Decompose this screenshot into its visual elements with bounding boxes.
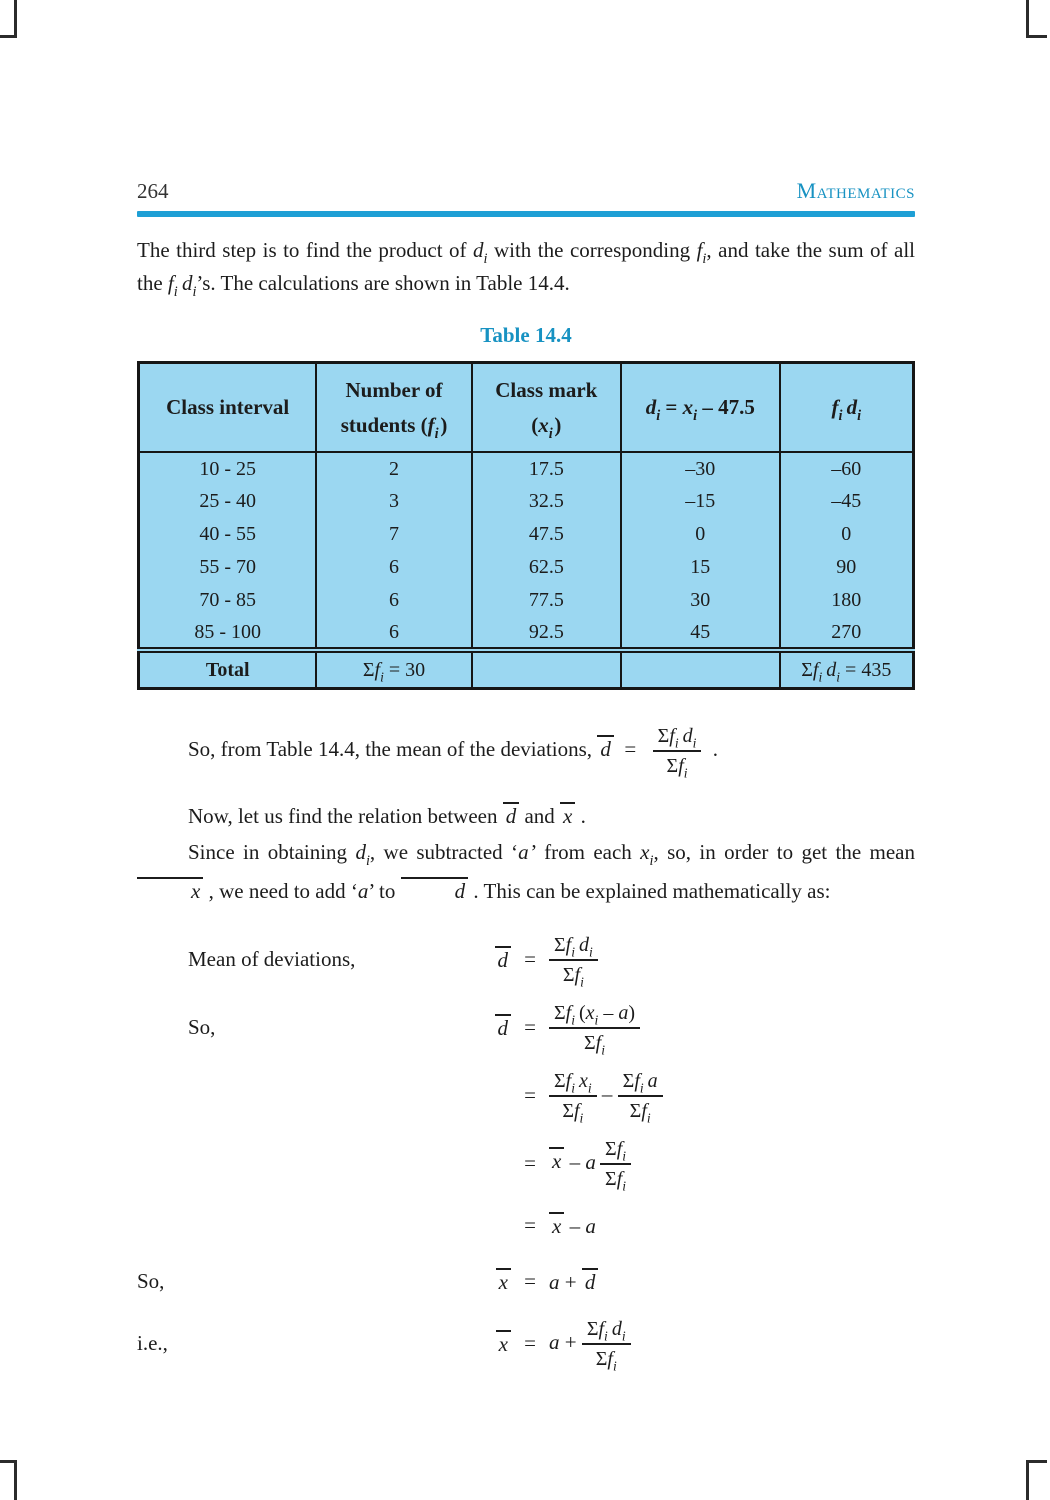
- total-empty-cell: [472, 650, 621, 688]
- table-body: [139, 452, 914, 688]
- table-cell: 40 - 55: [139, 518, 317, 551]
- equation-lhs: d: [469, 1014, 511, 1041]
- crop-mark-top-left: [0, 0, 17, 38]
- table-cell: 62.5: [472, 551, 621, 584]
- table-cell: 2: [316, 452, 471, 485]
- col-header-class-interval: Class interval: [139, 363, 317, 453]
- equation-rhs: a + d: [549, 1268, 598, 1295]
- explanation-paragraph: Since in obtaining $d_i$, we subtracted ‘a ’ from each $x_i$, so, in order to get the mean x , we need to add ‘a’ to d . This can be explained mathematically as:: [137, 833, 915, 911]
- table-cell: 17.5: [472, 452, 621, 485]
- table-cell: 85 - 100: [139, 617, 317, 650]
- col-header-fidi: $f_i$ $d_i$: [780, 363, 914, 453]
- table-cell: 180: [780, 584, 914, 617]
- equals-sign: =: [524, 1213, 536, 1238]
- equation-rhs: $\frac{\Sigma f_i (x_i - a)}{\Sigma f_i}$: [549, 1001, 640, 1055]
- page-header: [137, 178, 915, 204]
- table-cell: 32.5: [472, 485, 621, 518]
- table-cell: 0: [621, 518, 780, 551]
- col-header-class-mark: Class mark ($x_i$ ): [472, 363, 621, 453]
- col-header-deviation: $d_i = x_i - 47.5$: [621, 363, 780, 453]
- table-cell: 7: [316, 518, 471, 551]
- table-cell: 47.5: [472, 518, 621, 551]
- relation-sentence: Now, let us find the relation between d and x .: [188, 803, 586, 828]
- table-row: [139, 518, 914, 551]
- table-cell: 70 - 85: [139, 584, 317, 617]
- derivation-block: [137, 933, 915, 1374]
- table-cell: –45: [780, 485, 914, 518]
- page-content: [137, 178, 915, 1385]
- table-cell: 92.5: [472, 617, 621, 650]
- table-cell: 55 - 70: [139, 551, 317, 584]
- table-cell: 25 - 40: [139, 485, 317, 518]
- table-cell: 0: [780, 518, 914, 551]
- equals-sign: =: [524, 1151, 536, 1176]
- equals-sign: =: [524, 1331, 536, 1356]
- table-cell: 30: [621, 584, 780, 617]
- table-row: [139, 617, 914, 650]
- equation-label: So,: [137, 1269, 165, 1294]
- total-fidi-cell: $\Sigma f_i$ $d_i = 435$: [780, 650, 914, 688]
- equation-lhs: x: [469, 1268, 511, 1295]
- crop-mark-bottom-left: [0, 1460, 17, 1500]
- table-cell: 45: [621, 617, 780, 650]
- equation-label: So,: [188, 1015, 216, 1040]
- table-cell: –30: [621, 452, 780, 485]
- equals-sign: =: [524, 947, 536, 972]
- frequency-table: [137, 361, 915, 690]
- total-fi-cell: $\Sigma f_i = 30$: [316, 650, 471, 688]
- equation-rhs: a + $\frac{\Sigma f_i d_i}{\Sigma f_i}$: [549, 1317, 631, 1371]
- total-empty-cell: [621, 650, 780, 688]
- mean-of-deviations-sentence: So, from Table 14.4, the mean of the deviations, d = $\frac{\Sigma f_i d_i}{\Sigma f_i}$ .: [188, 724, 718, 781]
- table-cell: –15: [621, 485, 780, 518]
- col-header-number-of-students: Number of students ($f_i$ ): [316, 363, 471, 453]
- crop-mark-bottom-right: [1026, 1460, 1047, 1500]
- table-cell: 3: [316, 485, 471, 518]
- table-cell: 270: [780, 617, 914, 650]
- table-cell: –60: [780, 452, 914, 485]
- crop-mark-top-right: [1026, 0, 1047, 38]
- equals-sign: =: [524, 1083, 536, 1108]
- total-label-cell: Total: [139, 650, 317, 688]
- equation-rhs: x – a: [549, 1212, 596, 1239]
- table-cell: 90: [780, 551, 914, 584]
- equals-sign: =: [524, 1269, 536, 1294]
- equation-lhs: x: [469, 1330, 511, 1357]
- table-row: [139, 584, 914, 617]
- table-cell: 6: [316, 584, 471, 617]
- table-cell: 77.5: [472, 584, 621, 617]
- equation-label: i.e.,: [137, 1331, 168, 1356]
- table-row: [139, 551, 914, 584]
- table-row: [139, 452, 914, 485]
- equation-row-mean-deviations: [137, 933, 915, 990]
- table-total-row: [139, 650, 914, 688]
- table-header: [139, 363, 914, 453]
- equation-row-xbar-minus-a: [137, 1205, 915, 1247]
- intro-paragraph: The third step is to find the product of $d_i$ with the corresponding $f_i$, and take the sum of all the $f_i$ $d_i’s$. The calculations are shown in Table 14.4.: [137, 238, 916, 300]
- equation-label: Mean of deviations,: [188, 947, 356, 972]
- page-number: 264: [137, 179, 169, 203]
- equation-row-final-formula: [137, 1317, 915, 1374]
- table-cell: 6: [316, 617, 471, 650]
- header-rule: [137, 211, 915, 217]
- equation-row-xbar-minus-a-frac: [137, 1137, 915, 1194]
- equation-lhs: d: [469, 946, 511, 973]
- equals-sign: =: [524, 1015, 536, 1040]
- table-row: [139, 485, 914, 518]
- equation-rhs: $\frac{\Sigma f_i x_i}{\Sigma f_i}$ – $\frac{\Sigma f_i a}{\Sigma f_i}$: [549, 1069, 663, 1123]
- running-head: Mathematics: [796, 178, 915, 203]
- equation-row-so-expanded: [137, 1001, 915, 1058]
- equation-rhs: $\frac{\Sigma f_i d_i}{\Sigma f_i}$: [549, 933, 598, 987]
- table-cell: 6: [316, 551, 471, 584]
- table-cell: 15: [621, 551, 780, 584]
- equation-row-xbar-equals-a-plus-dbar: [137, 1261, 915, 1303]
- equation-rhs: x – a $\frac{\Sigma f_i}{\Sigma f_i}$: [549, 1137, 631, 1191]
- table-title: Table 14.4: [480, 323, 572, 348]
- equation-row-split-fractions: [137, 1069, 915, 1126]
- table-cell: 10 - 25: [139, 452, 317, 485]
